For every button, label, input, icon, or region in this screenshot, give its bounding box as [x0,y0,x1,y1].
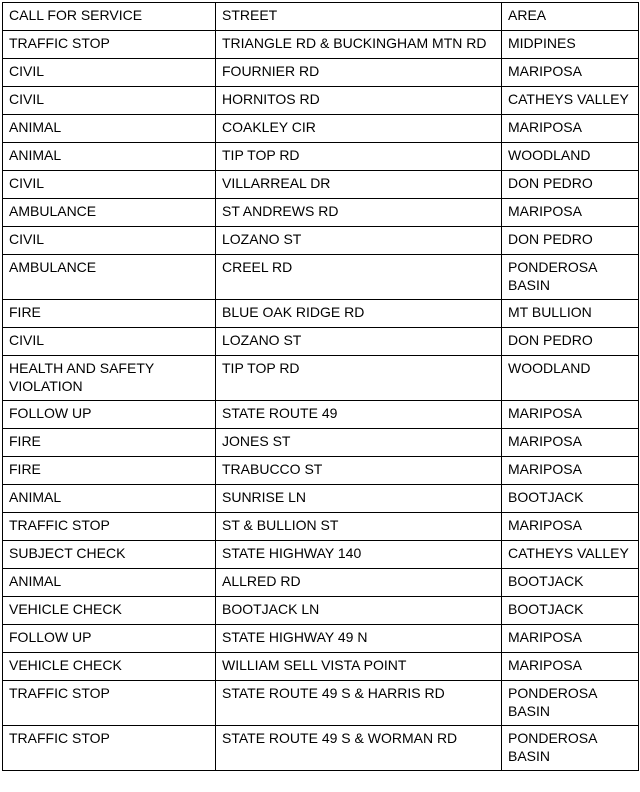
call-type-cell: HEALTH AND SAFETY VIOLATION [3,356,216,401]
table-row [3,87,639,115]
area-cell: MARIPOSA [502,429,639,457]
area-cell: MARIPOSA [502,653,639,681]
street-cell: HORNITOS RD [216,87,502,115]
header-call-for-service: CALL FOR SERVICE [3,3,216,31]
call-type-cell: VEHICLE CHECK [3,597,216,625]
call-type-cell: AMBULANCE [3,199,216,227]
street-cell: VILLARREAL DR [216,171,502,199]
table-row [3,513,639,541]
table-row [3,143,639,171]
street-cell: STATE HIGHWAY 49 N [216,625,502,653]
area-cell: MARIPOSA [502,457,639,485]
area-cell: CATHEYS VALLEY [502,87,639,115]
street-cell: ST & BULLION ST [216,513,502,541]
street-cell: LOZANO ST [216,328,502,356]
call-type-cell: FIRE [3,429,216,457]
street-cell: TIP TOP RD [216,356,502,401]
call-type-cell: FOLLOW UP [3,625,216,653]
table-row [3,653,639,681]
area-cell: WOODLAND [502,356,639,401]
table-row [3,199,639,227]
street-cell: JONES ST [216,429,502,457]
area-cell: MIDPINES [502,31,639,59]
street-cell: STATE ROUTE 49 S & WORMAN RD [216,726,502,771]
street-cell: STATE ROUTE 49 [216,401,502,429]
table-row [3,485,639,513]
call-type-cell: CIVIL [3,227,216,255]
area-cell: MT BULLION [502,300,639,328]
call-type-cell: TRAFFIC STOP [3,31,216,59]
street-cell: LOZANO ST [216,227,502,255]
table-row [3,115,639,143]
area-cell: MARIPOSA [502,59,639,87]
call-type-cell: CIVIL [3,328,216,356]
street-cell: BOOTJACK LN [216,597,502,625]
table-row [3,625,639,653]
table-row [3,726,639,771]
call-type-cell: TRAFFIC STOP [3,726,216,771]
call-type-cell: FIRE [3,300,216,328]
area-cell: DON PEDRO [502,171,639,199]
call-type-cell: VEHICLE CHECK [3,653,216,681]
area-cell: CATHEYS VALLEY [502,541,639,569]
table-row [3,356,639,401]
call-type-cell: TRAFFIC STOP [3,681,216,726]
area-cell: BOOTJACK [502,597,639,625]
call-type-cell: AMBULANCE [3,255,216,300]
area-cell: BOOTJACK [502,569,639,597]
area-cell: BOOTJACK [502,485,639,513]
table-header-row [3,3,639,31]
table-row [3,31,639,59]
call-type-cell: FOLLOW UP [3,401,216,429]
area-cell: MARIPOSA [502,401,639,429]
area-cell: MARIPOSA [502,115,639,143]
call-type-cell: CIVIL [3,171,216,199]
street-cell: FOURNIER RD [216,59,502,87]
area-cell: MARIPOSA [502,199,639,227]
table-row [3,429,639,457]
area-cell: WOODLAND [502,143,639,171]
table-row [3,401,639,429]
call-type-cell: ANIMAL [3,143,216,171]
street-cell: STATE ROUTE 49 S & HARRIS RD [216,681,502,726]
street-cell: TRIANGLE RD & BUCKINGHAM MTN RD [216,31,502,59]
call-type-cell: FIRE [3,457,216,485]
street-cell: TIP TOP RD [216,143,502,171]
call-type-cell: ANIMAL [3,115,216,143]
table-row [3,597,639,625]
area-cell: PONDEROSA BASIN [502,255,639,300]
call-type-cell: SUBJECT CHECK [3,541,216,569]
call-type-cell: CIVIL [3,87,216,115]
area-cell: PONDEROSA BASIN [502,681,639,726]
table-row [3,59,639,87]
area-cell: MARIPOSA [502,625,639,653]
street-cell: STATE HIGHWAY 140 [216,541,502,569]
header-street: STREET [216,3,502,31]
table-row [3,541,639,569]
area-cell: DON PEDRO [502,227,639,255]
street-cell: COAKLEY CIR [216,115,502,143]
area-cell: PONDEROSA BASIN [502,726,639,771]
street-cell: ALLRED RD [216,569,502,597]
area-cell: MARIPOSA [502,513,639,541]
table-row [3,457,639,485]
table-row [3,255,639,300]
street-cell: CREEL RD [216,255,502,300]
table-row [3,569,639,597]
street-cell: TRABUCCO ST [216,457,502,485]
table-row [3,300,639,328]
street-cell: SUNRISE LN [216,485,502,513]
call-type-cell: ANIMAL [3,485,216,513]
call-type-cell: ANIMAL [3,569,216,597]
street-cell: ST ANDREWS RD [216,199,502,227]
call-type-cell: TRAFFIC STOP [3,513,216,541]
area-cell: DON PEDRO [502,328,639,356]
table-row [3,681,639,726]
table-row [3,171,639,199]
calls-for-service-table [2,2,639,771]
header-area: AREA [502,3,639,31]
table-row [3,328,639,356]
street-cell: WILLIAM SELL VISTA POINT [216,653,502,681]
table-row [3,227,639,255]
call-type-cell: CIVIL [3,59,216,87]
street-cell: BLUE OAK RIDGE RD [216,300,502,328]
